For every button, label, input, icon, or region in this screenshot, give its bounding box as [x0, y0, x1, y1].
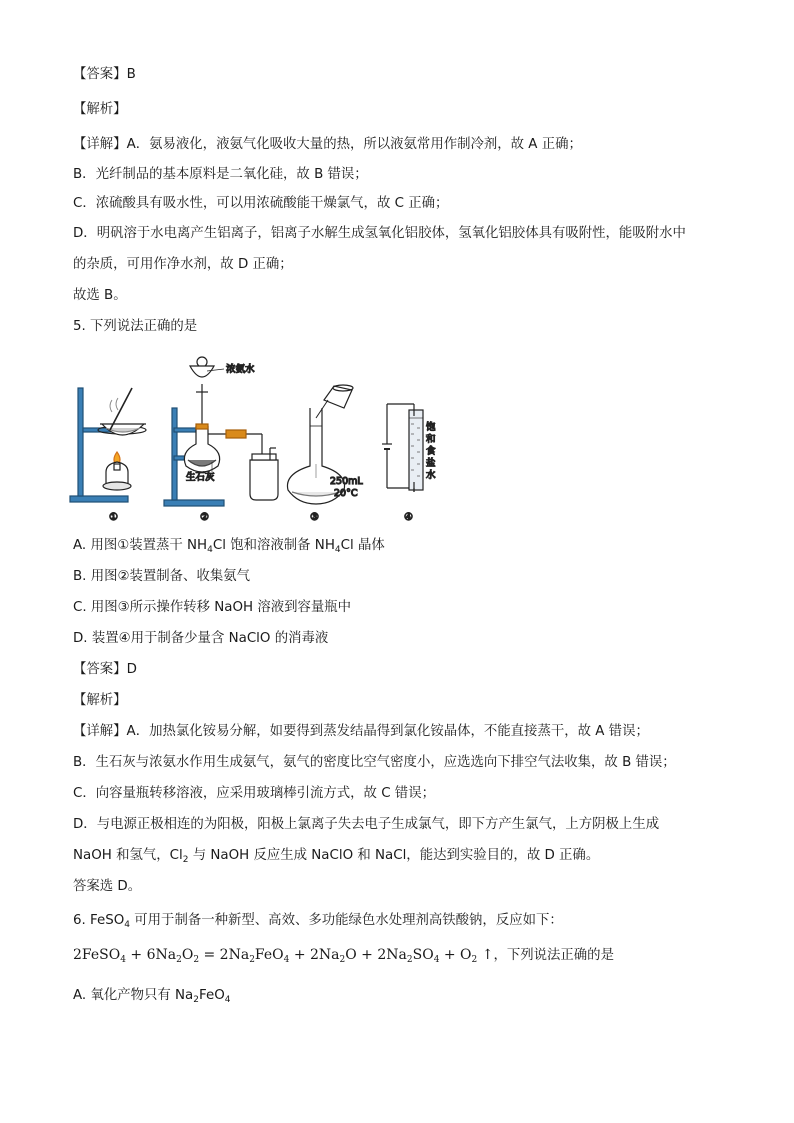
q5-option-b[interactable]: B. 用图②装置制备、收集氨气	[73, 569, 250, 584]
figure-label-3: ③	[310, 512, 319, 523]
q5-answer-line	[73, 661, 137, 679]
q6-stem: 6. FeSO$_4$ 可用于制备一种新型、高效、多功能绿色水处理剂高铁酸钠，反应如下：	[73, 913, 563, 930]
q6-reaction-equation	[73, 945, 614, 966]
figure-label-4: ④	[404, 512, 413, 523]
q5-conclusion: 答案选 D。	[73, 879, 142, 894]
q5-option-c[interactable]: C. 用图③所示操作转移 NaOH 溶液到容量瓶中	[73, 600, 352, 615]
q5-detail-d-line2: NaOH 和氢气，$Cl_2$ 与 NaOH 反应生成 NaClO 和 NaCl，能达到实验目的，故 D 正确。	[73, 848, 600, 865]
q4-detail-d-line1: D．明矾溶于水电离产生铝离子，铝离子水解生成氢氧化铝胶体，氢氧化铝胶体具有吸附性，能吸附水中	[73, 226, 686, 241]
q4-detail-a: 【详解】A．氨易液化，液氨气化吸收大量的热，所以液氨常用作制冷剂，故 A 正确；	[73, 137, 582, 152]
label-brine-4: 盐	[426, 458, 436, 469]
q5-stem: 5. 下列说法正确的是	[73, 319, 198, 334]
q5-detail-c: C．向容量瓶转移溶液，应采用玻璃棒引流方式，故 C 错误；	[73, 786, 435, 801]
answer-tag: 【答案】	[73, 662, 127, 677]
apparatus-2-ammonia	[164, 357, 278, 506]
apparatus-4-electrolysis	[382, 404, 423, 492]
q4-analysis-heading: 【解析】	[73, 102, 127, 117]
answer-value: D	[126, 662, 137, 677]
label-brine-2: 和	[426, 434, 436, 445]
q5-option-a[interactable]: A. 用图①装置蒸干 $NH_4Cl$ 饱和溶液制备 $NH_4Cl$ 晶体	[73, 538, 385, 555]
label-volume: 250mL	[330, 476, 363, 487]
q4-conclusion: 故选 B。	[73, 288, 127, 303]
label-brine-1: 饱	[426, 422, 436, 433]
figure-label-2: ②	[200, 512, 209, 523]
label-brine-5: 水	[426, 470, 436, 481]
label-quicklime: 生石灰	[186, 472, 215, 483]
q5-detail-d-line1: D．与电源正极相连的为阳极，阳极上氯离子失去电子生成氯气，即下方产生氯气，上方阴极上生成	[73, 817, 660, 832]
q4-answer-line	[73, 66, 136, 84]
q5-analysis-heading: 【解析】	[73, 693, 127, 708]
equation-tail: ，下列说法正确的是	[493, 948, 614, 963]
answer-value: B	[126, 67, 136, 82]
q5-apparatus-figure	[62, 348, 436, 526]
q5-detail-b: B．生石灰与浓氨水作用生成氨气，氨气的密度比空气密度小，应选选向下排空气法收集，故 B 错误；	[73, 755, 676, 770]
equation-formula: 2FeSO$_4$ + $6Na_2O_2 = 2Na_2FeO_4 + 2Na_2O + 2Na_2SO_4 + O_2$ ↑	[73, 947, 494, 965]
apparatus-1-evaporation	[70, 388, 146, 502]
label-brine-3: 食	[426, 446, 436, 457]
q4-detail-b: B．光纤制品的基本原料是二氧化硅，故 B 错误；	[73, 167, 368, 182]
q4-detail-c: C．浓硫酸具有吸水性，可以用浓硫酸能干燥氯气，故 C 正确；	[73, 196, 449, 211]
q6-option-a[interactable]: A. 氧化产物只有 $Na_2FeO_4$	[73, 988, 231, 1005]
q5-option-d[interactable]: D. 装置④用于制备少量含 NaClO 的消毒液	[73, 631, 329, 646]
label-temperature: 20°C	[334, 488, 358, 499]
label-ammonia-water: 浓氨水	[226, 364, 255, 375]
q4-detail-d-line2: 的杂质，可用作净水剂，故 D 正确；	[73, 257, 293, 272]
figure-label-1: ①	[109, 512, 118, 523]
q5-detail-a: 【详解】A．加热氯化铵易分解，如要得到蒸发结晶得到氯化铵晶体，不能直接蒸干，故 A 错误；	[73, 724, 649, 739]
detail-tag: 【详解】	[73, 137, 127, 152]
answer-tag: 【答案】	[73, 67, 127, 82]
